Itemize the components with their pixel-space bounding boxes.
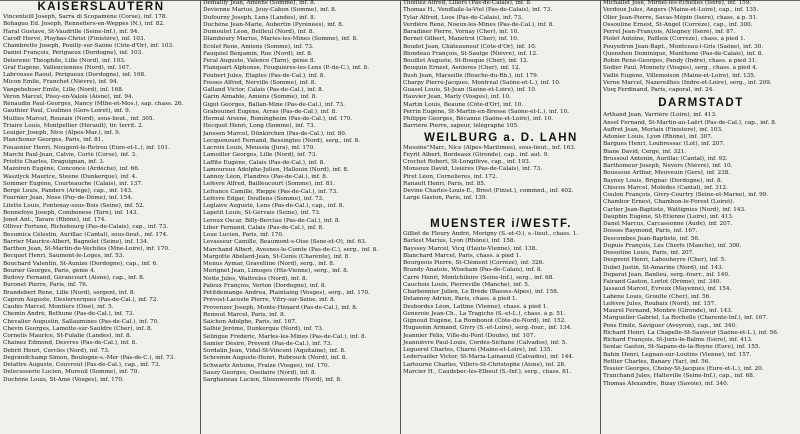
list-item: Fouasnier Henri, Nougent-le-Retrou (Eure-et-L.), inf. 101. — [3, 144, 170, 151]
list-item: Menus Aymar, Graveliine (Nord), serg., inf. 8. — [203, 261, 335, 267]
list-item: Maurel Fernand, Monbre (Gironde), inf. 143. — [603, 308, 733, 314]
list-item: Capron Auguste, Eleslerverques (Pas-de-Cal.), inf. 72. — [3, 296, 159, 303]
section-header-weilburg: WEILBURG a. D. LAHN — [424, 131, 578, 144]
list-item: Saichon Adolphe, Paris, inf. 167. — [203, 319, 297, 325]
list-item: Vioq Ferdinand, Paris, caporal, inf. 24. — [603, 87, 715, 93]
list-item: Haral Gustave, St-Vaudrille (Seine-Inf.), inf. 94. — [3, 28, 140, 35]
list-item: Barrière Pierre, sapeur, télégraphe 105. — [403, 123, 519, 130]
list-item: Messine"Marc, Nice (Alpes-Maritimes), sous-lieut., inf. 163. — [403, 144, 576, 151]
list-item: Priotto Charles, Draguignan, inf. 3. — [3, 159, 105, 165]
list-item: Blanchard Marcel, Paris, chass. à pied 1. — [403, 252, 522, 259]
list-item: Merignet Jean, Limoges (Hte-Vienne), serg., inf. 8. — [203, 268, 349, 275]
list-item: Charpy Pierre-Jacques, Montréal (Saône-et-L.), inf. 10. — [403, 79, 561, 86]
list-item: Buronet Pierre, Paris, inf. 76. — [3, 282, 88, 289]
list-item: Hermal Arsène, Romingheim (Pas-de-Cal.), inf. 170. — [203, 116, 353, 122]
list-item: Babin Henri, Legnan-sur-Loutins (Vienne), inf. 157. — [603, 351, 752, 358]
list-item: Sommer Eugène, Courteauche (Calais), inf. 137. — [3, 180, 143, 187]
list-item: Dubet Justin, St-Amarine (Nord), inf. 143. — [603, 264, 724, 271]
list-item: Boudot Jean, Châteauneuf (Côte-d'Or), inf. 10. — [403, 43, 537, 50]
list-item: Pouyedron Jean-Bapt., Montceau-l-Gris (Saône), inf. 30. — [603, 43, 764, 50]
list-item: Brussoul Antonin, Aurillac (Cantal), inf. 92. — [603, 155, 728, 162]
list-item: Fauquiel Benjamin, Roe (Nord), inf. 8. — [203, 50, 313, 57]
list-item: Bohaguo Ed. Joseph, Rennefiers-en-Weppes (N.), inf. 82. — [3, 21, 165, 28]
list-item: Chemin André, Bethune (Pas-de-Cal.), inf. 73. — [3, 311, 135, 318]
list-item: Samier Désiré, Prévent (Pas-de-Cal.), inf. 73. — [203, 340, 333, 347]
list-item: Dupuis François, Les Cherfs (Manche), inf. 300. — [603, 242, 742, 249]
list-item: Adonier Louis, Lyon (Rhône), inf. 307. — [603, 134, 713, 140]
list-item: Perrel Jean-François, Allegney (Isère), inf. 87. — [603, 29, 736, 35]
column-divider — [400, 0, 401, 434]
list-item: Thomas Alexandre, Bizay (Savoie), inf. 340. — [603, 380, 729, 387]
list-item: Ranault Henri, Paris, inf. 85. — [403, 180, 486, 187]
list-item: Lefrance Camille, Rieppe (Pas-de-Cal.), inf. 73. — [203, 188, 339, 195]
list-item: Cornelis Maurice, St-Fulalie (Landes), inf. 8. — [3, 333, 132, 339]
list-item: Sarghaneau Lucien, Steenwoorde (Nord), inf. 8. — [203, 377, 342, 383]
list-item: Lilette Louis, Fontenay-sous-Bois (Seine), inf. 52. — [3, 202, 145, 209]
list-item: Triaire Louis, Montpellier (Hérault), tir. territ. 2. — [3, 122, 144, 129]
list-item: Bernet Gilbert, Manétrol (Cher), inf. 10. — [403, 36, 519, 43]
list-item: Carlier Jean-Baptiste, Wattignies (Nord), inf. 143. — [603, 206, 746, 213]
list-item: Robin René-Georges, Pandy (Indre), chass. à pied 31. — [603, 58, 758, 64]
list-item: Delerenic Théophile, Lille (Nord), inf. 103. — [3, 57, 126, 64]
list-item: Devine Charles-Louis-E., Brest (Finist.), commnd., inf. 402. — [403, 188, 574, 194]
list-item: Danel Marcus, Carcassonne (Aude), inf. 207. — [603, 221, 733, 227]
list-item: Thomas H., Vendlaile-la-Viel (Pas-de-Calais), inf. 73. — [403, 7, 553, 14]
list-item: Dumoutet Léon, Beilleul (Nord), inf. 8. — [203, 29, 315, 35]
list-item — [403, 203, 599, 210]
list-item: Delattre Auguste, Couvrout (Pas-de-Cal.), cap., inf. 73. — [3, 362, 161, 368]
list-item: Ossouline Ernest, St-Angel (Corrèze), cap., inf. 300. — [603, 21, 753, 28]
list-item: Lamoureux Adolphe-Julien, Hallouin (Nord), inf. 8. — [203, 166, 349, 173]
list-item: Tylar Alfred, Loos (Pas-de-Calais), inf. 73. — [403, 14, 523, 21]
list-item: Biane David, Cerge, inf. 321. — [603, 148, 687, 155]
list-item: Degrandchamp Simon, Boulogne-s.-Mer (Pas-de-C.), inf. 73. — [3, 354, 176, 361]
list-item: Desbordes Léon, Lattine (Vienne), chass. à pied 1. — [403, 303, 549, 310]
column-2 — [203, 0, 399, 434]
list-item: Duchêne Jean-Marie, Aubertin (Pyrénées), inf. 8. — [203, 21, 344, 28]
list-item: Liber Fernand, Calais (Pas-de-Cal.), inf. 8. — [203, 224, 324, 231]
list-item: Mullies Marcel, Rouzaix (Nord), sous-lieut., inf. 305. — [3, 115, 155, 122]
list-item — [403, 210, 599, 217]
list-item: Lannoy Léon, Flandres (Pas-de-Cal.), inf. 8. — [203, 174, 328, 180]
list-item: Bush Jean, Marseille (Bouche-du-Rh.), inf. 179. — [403, 72, 539, 79]
list-item: Barrier Maurice-Albert, Bagnolet (Seine), inf. 134. — [3, 238, 149, 245]
column-1 — [3, 0, 199, 434]
list-item: Retlier Charles, Banary (Yar), inf. 56. — [603, 358, 711, 365]
list-item: Guasel Louis, St-Jean (Saône-et-Loire), inf. 10. — [403, 87, 537, 93]
list-item: Graf Eugène, Vallenciennes (Nord), inf. 167. — [3, 64, 131, 71]
list-item: Lartourne Charles, Villers-St-Christophe (Aisne), inf. 28. — [403, 361, 566, 368]
list-item: Monsoux David, Lisières (Pas-de-Calais), inf. 73. — [403, 166, 543, 173]
list-item: Large Gaston, Paris, inf. 139. — [403, 195, 488, 202]
list-item: Laffite Eugène, Calais (Pas-de-Cal.), inf. 8. — [203, 159, 326, 166]
list-item: Bonnefoye Joseph, Combonese (Tarn), inf. 143. — [3, 209, 139, 216]
list-item: Generoie Jean-Ch., La Tragiche (S.-et-L.), chass. à p. 51. — [403, 310, 566, 317]
list-item: Planchoner Georges, Paris, inf. 81. — [3, 137, 104, 144]
column-divider — [600, 0, 601, 434]
list-item: Jassaud Marcel, Evreux (Mayenne), inf. 154. — [603, 286, 732, 293]
section-header: KAISERSLAUTERN — [37, 1, 165, 13]
list-item: Grabouinet Eugène, Arras (Pas-de-Cal.), inf. 8. — [203, 108, 338, 115]
list-item: Selingue Frédéric, Marles-les-Mines (Pas-de-Cal.), inf. 8. — [203, 333, 367, 340]
list-item: Véron Marcel, Pissy-en-Valois (Aisne), inf. 94. — [3, 93, 134, 100]
list-item: Delannoy Adrien, Paris, chass. à pied 1. — [403, 296, 518, 303]
list-item: Jeannier Félix, Ville-du-Pont (Doubs), inf. 107. — [403, 332, 536, 339]
list-item: Prévost-Lacoste Pierre, Vitry-sur-Seine, inf. 8. — [203, 297, 336, 304]
list-item: Chevin Georges, Lamotte-sur-Sauldre (Cher), inf. 8. — [3, 325, 153, 332]
section-header-darmstadt: DARMSTADT — [658, 97, 744, 110]
list-item: Hecquet Henri, Long (Somme), inf. 73. — [203, 123, 316, 130]
list-item: Lapetit Louis, St-Gervais (Seine), inf. 73. — [203, 210, 321, 217]
list-item: Bourier Georges, Paris, génie 4. — [3, 267, 96, 274]
list-item: Richard François, St-Joris-le-Balme (Isère), inf. 413. — [603, 337, 753, 343]
list-item: Rénaudin Paul-Georges, Nancy (Mthe-et-Mos.), sap. chass. 26. — [3, 101, 184, 107]
list-item: Jeannièvre Paul-Louis, Cordès-Sichane (Calvados), inf. 5. — [403, 339, 567, 346]
column-4 — [603, 0, 799, 434]
list-item: Duchêne Louis, St-Amé (Vosges), inf. 170. — [3, 376, 124, 383]
list-item: Verdoux Jules, Angers (Maine-et-Loire), cap., inf. 135. — [603, 7, 759, 14]
list-item: Duparat Jean, Banlieu, serg.-fourr., inf. 140. — [603, 271, 730, 278]
list-item: Barthomeur Joseph, Nevers (Nièvre), inf. 10. — [603, 163, 733, 169]
list-item: Marguelier Gabriel, La Rochelle (Charente-Inf.), inf. 167. — [603, 315, 768, 322]
list-item: Pons Emile, Saviguer (Aveyron), cap., inf. 340. — [603, 322, 737, 329]
list-item: Lecquenouet Fernand, Bessingtes (Nord), serg., inf. 8. — [203, 137, 361, 144]
list-item: Barthen Jean, St-Martin-de-Vechiles (Mne-Loire), inf. 170. — [3, 246, 170, 252]
list-item: Waszlyck Maurice, Steene (Dunkerque), inf. 4. — [3, 173, 138, 180]
list-item: Piret Léon, Cornelieres, inf. 172. — [403, 173, 498, 180]
list-item: Galland Victor, Calais (Pas-de-Cal.), inf. 8. — [203, 87, 324, 93]
list-item: Gignoud Eugène, La Rombonot (Côte-du-Nord), inf. 152. — [403, 318, 567, 324]
list-item: Margotte Abélard-Jean, St-Cenis (Charente), inf. 8. — [203, 253, 350, 260]
list-item: Levasseur Camille, Beaumont-s-Oise (Ssne-et-O), inf. 63. — [203, 239, 367, 246]
list-item: Labène Louis, Groulte (Cher), inf. 56. — [603, 293, 712, 300]
list-item: Salhié Jérôme, Dunkerque (Nord), inf. 73. — [203, 326, 324, 333]
list-item: Jonot Ant., Tarare (Rhône), inf. 174. — [3, 217, 107, 223]
list-item: Philippe Georges, Bécanne (Saône-et-Loire), inf. 10. — [403, 116, 554, 122]
list-item: Bouquin Ernest, Asnières (Cher), inf. 12. — [403, 65, 521, 72]
list-item: Devienne Marius, Jouy-Cabon (Somme), inf. 8. — [203, 7, 337, 14]
list-item: Desprent Henri, Labouheyre (Cher), inf. 5. — [603, 257, 727, 264]
list-item: Chevalier Augustin, Sallaumines (Pas-de-Cal.), inf. 70. — [3, 318, 160, 325]
list-item: Loue Lucien, Paris, inf. 170. — [203, 232, 284, 238]
list-item: Budovy Fernand, Gérancourt (Aisne), cap., inf. 8. — [3, 275, 145, 281]
column-3 — [403, 0, 599, 434]
list-item: Lamoiller Georges, Lille (Nord), inf. 73. — [203, 152, 318, 159]
list-item: Coulon François, Givry-Courtry (Seine-et-Marne), inf. 99. — [603, 192, 769, 198]
list-item: Delecusserie Lucien, Mureuil (Somme), inf. 70. — [3, 369, 140, 376]
list-item: Caroff Hervé, Ploybas-Christ (Finistère), inf. 103. — [3, 35, 146, 42]
list-item: Boussoue Arthur, Meuveuin (Gers), inf. 238. — [603, 170, 731, 177]
list-item: Richard Henri, La Chapelle-St-Sauveur (Saône-et-L.), inf. 56. — [603, 329, 779, 336]
list-item: Petitdemange Andrea, Plaintaing (Vosges), serg., inf. 170. — [203, 290, 370, 296]
list-item: Blondeau François, St-Saulge (Nièvre), inf. 12. — [403, 50, 538, 57]
list-item: Quenehen Dominique, Manthone (Pas-de-Calais), inf. 8. — [603, 50, 764, 57]
list-item: Daniel François, Périgueux (Dordogne), inf. 103. — [3, 50, 144, 57]
list-item: Bouchard Valentin, St-Aunize (Dordogne), cap., inf. 6. — [3, 260, 158, 267]
list-item: Schremm Auguste-Henri, Rubrouck (Nord), inf. 8. — [203, 355, 348, 362]
list-item: Bergé Louis, Panders (Ariège), cap., inf. 143. — [3, 188, 133, 194]
list-item: Janssen Marcel, Dünkirchen (Pas-de-Cal.), inf. 80. — [203, 130, 347, 137]
list-item: Chiscos Marcel, Molédes (Cantal), inf. 312. — [603, 184, 728, 191]
list-item: Marcier H., Caudebec-lès-Elbeuf (S.-Inf.), serg., chass. 81. — [403, 368, 572, 375]
list-item: Dosses Raymond, Paris, inf. 167. — [603, 228, 698, 235]
list-item: Charbonnier Julien, Le Brède (Basses-Alpes), inf. 158. — [403, 289, 559, 295]
list-item: Martin Louis, Beaune (Côte-d'Or), inf. 10. — [403, 101, 524, 108]
list-item: Bourgeois Pierre, St-Clément (Corrèze), inf. 326. — [403, 260, 545, 266]
section-header-muenster: MUENSTER i/WESTF. — [430, 218, 572, 230]
list-item: Sauzy Georges, Oseilaire (Nord), inf. 8. — [203, 369, 317, 376]
list-item: Micon Emile, Franchet (Nièvre), inf. 94. — [3, 79, 119, 86]
list-item: Bargues Henri, Loubressac (Lot), inf. 207. — [603, 141, 725, 148]
list-item: Fosses Alfred, Nerville (Somme), inf. 8. — [203, 79, 317, 86]
list-item: Ledervaiiler Victor, St-Maria-Lainaeuil (Calvados), inf. 144. — [403, 354, 574, 361]
list-item: Garin Aimable, Amiens (Somme), inf. 8. — [203, 94, 318, 101]
list-item: Notte Jules, Wattrelos (Nord), inf. 8. — [203, 275, 308, 282]
list-item: Tessier Georges, Choisy-St-Jacques (Eure-et-L.), inf. 20. — [603, 366, 764, 372]
list-item: Vaillé Eugène, Villemoison (Maine-et-Loire), inf. 135. — [603, 72, 756, 79]
list-item: Marchi Paul-Jean, Calvie, Corté (Corse), inf. 3. — [3, 151, 137, 158]
list-item: Labrousse Raoul, Périgueux (Dordogne), inf. 108. — [3, 72, 146, 78]
list-item: Verdière René, Noeux-les-Mines (Pas-de-Cal.), inf. 8. — [403, 21, 555, 28]
list-item: Olliver Fortuné, Richebourg (Pas-de-Calais), cap., inf. 73. — [3, 224, 168, 231]
list-item: Cauchois Louis, Pierreville (Manche), inf. 5. — [403, 281, 530, 288]
list-item: Leguerel Charles, Charni (Maine-et-Loire), inf. 135. — [403, 347, 553, 353]
list-item: Thoillez Alfred, Lillers (Pas-de-Calais), inf. 8. — [403, 0, 532, 6]
list-item: Chambrette Joseph, Pouilly-sur-Saône (Côte-d'Or), inf. 103. — [3, 43, 174, 49]
list-item: Leroux Oscar, Billy-Berclau (Pas-de-Cal.), inf. 8. — [203, 217, 341, 224]
list-item: Tranchand Jules, Halteville (Seine-Inf.), cap., inf. 68. — [603, 373, 755, 380]
list-item: Bayssey Marcel, Vicq (Haute-Vienne), inf. 138. — [403, 245, 538, 252]
list-item: Remout Marcel, Paris, inf. 8. — [203, 311, 286, 318]
list-item: Chambor Ernest, Chambon-le-Forest (Loiret). — [603, 199, 735, 206]
list-item: Foubert Jules, Étaples (Pas-de-Cal.), inf. 8. — [203, 72, 326, 79]
list-item: Senlac Gaston, St-Sapans-de-la-Royne (Eure), inf. 155. — [603, 344, 761, 351]
list-item: Barlest Marius, Lyon (Rhône), inf. 158. — [403, 238, 516, 245]
list-item: Dauphin Eugène, St-Etienne (Loire), inf. 413. — [603, 213, 734, 220]
list-item: Arthand Jean, Varrière (Loire), inf. 413. — [603, 112, 717, 119]
list-item: Gilliet de Fleury André, Morigny (S.-et-O.), s.-lieut., chass. 1. — [403, 231, 579, 237]
list-item: Dossotine Louis, Paris, inf. 207. — [603, 250, 695, 256]
list-item: Fairand Gaston, Lorlot (Drôme), inf. 340. — [603, 279, 722, 285]
list-item: Hauvier Jean, Marly (Vosges), inf. 10. — [403, 94, 511, 101]
list-item: Olier Jean-Pierre, Savas-Mépin (Isère), chass. à p. 51. — [603, 14, 758, 21]
list-item: Brandy Anatole, Wiseham (Pas-de-Calais), inf. 8. — [403, 267, 543, 274]
list-item: Vangeheboer Emile, Lille (Nord), inf. 168. — [3, 86, 124, 93]
list-item: Ansel Fernand, St-Martin-au-Laërt (Pas-de-Cal.), cap., inf. 8. — [603, 119, 777, 126]
list-item: Feral Auguste, Valence (Tarn), génie 8. — [203, 58, 316, 64]
list-item: Sordalin Jean, Vidal-St-Vincent (Aquitaine), inf. 8. — [203, 348, 346, 354]
list-item: Vincenteill Joseph, Sarra di Scopamène (Corse), inf. 178. — [3, 14, 168, 20]
list-item: Leglaive Auguste, Lens (Pas-de-Cal.), cap., inf. 8. — [203, 203, 345, 209]
list-item: Schwartz Antoine, Fraize (Vosges), inf. 170. — [203, 362, 330, 369]
list-item: Becquet Henri, Saumont-le-Loges, inf. 53. — [3, 253, 125, 260]
list-item: Provenzer Joseph, Monte-Hénard (Pas-de-Cal.), inf. 8. — [203, 304, 358, 311]
list-item: Fournier Jean, Nose (Puy-de-Dôme), inf. 154. — [3, 195, 133, 202]
list-item: Leuiger Joseph, Nice (Alpes-Mar.), inf. 9. — [3, 130, 121, 136]
list-item: Gigot Georges, Ballan-Mine (Pas-de-Cal.), inf. 73. — [203, 101, 345, 108]
list-item: Bouillet Auguste, St-Bouque (Cher), inf. 12. — [403, 58, 529, 64]
list-item: Michallet José, Mirbel-lès-Echelles (Isère), inf. 159. — [603, 0, 752, 6]
column-divider — [200, 0, 201, 434]
list-item: Flanquart Alphonse, Fouquières-les-Lens (P.-de-C.), inf. 8. — [203, 65, 370, 72]
list-item: Piolet Antoine, Pailleix (Corrèze), chass. à pied 1. — [603, 36, 746, 43]
list-item: Ecolef René, Amiens (Somme), inf. 73. — [203, 43, 314, 50]
list-item: Lefèvre Jules, Roubaix (Nord), inf. 157. — [603, 300, 717, 307]
list-item: Auffret Jean, Morlaix (Finistère), inf. 103. — [603, 126, 723, 133]
list-item: Verne Marcel, Nazereilhes (Indre-et-Loire), serg., inf. 209. — [603, 79, 772, 86]
list-item: Lacroix Louis, Meussia (Jura), inf. 170. — [203, 145, 316, 151]
list-item: Feyrit Albert, Bordeaux (Gironde), cap., inf. aut. 9. — [403, 151, 550, 158]
list-item: Debrit Henri, Cercles (Nord), inf. 73. — [3, 347, 110, 354]
list-item: Chainez Edmond, Desvres (Pas-de-Cal.), inf. 8. — [3, 340, 138, 347]
list-item: Demailly Jean, Amiens (Somme), inf. 8. — [203, 0, 316, 6]
list-item: Paleux François, Verton (Dordogne), inf. 8. — [203, 282, 327, 289]
list-item: Carré Henri, Montchiloire (Seine-Inf.), serg., inf. 68. — [403, 274, 555, 281]
list-item: Sodier Paul, Monnety (Vosges), serg., chass. à pied 4. — [603, 65, 758, 72]
list-item: Huguenin Armand, Givry (S.-et-Loire), serg.-four., inf. 134. — [403, 325, 572, 332]
list-item: Marchand Albert, Avesnes-le-Comte (Pas-de-C.), serg., inf. 8. — [203, 246, 379, 253]
list-item: Descombes Jean-Baptiste, inf. 56. — [603, 235, 700, 242]
list-item: Dufourny Joseph, Lens (Landes), inf. 8. — [203, 14, 316, 21]
list-item: Bayney Louis, Brignac (Dordogne), inf. 8. — [603, 177, 723, 184]
list-item: Mazoiren Eugène, Conconce (Ardèche), inf. 66. — [3, 166, 140, 173]
list-item: Brandebert René, Lille (Nord), sergent, inf. 8. — [3, 289, 136, 296]
list-item: Baradiner Pierre, Vornay (Cher), inf. 10. — [403, 29, 520, 35]
list-item: Caubis Marcel, Montiers (Oise), inf. 5. — [3, 304, 114, 310]
list-item: Crochet Robert, St-Longifève, cap., inf. 193. — [403, 159, 531, 165]
list-item: Besumica Célestin, Aurillac (Cantal), sous-lieut., inf. 174. — [3, 231, 169, 238]
list-item: Lefèvre Alfred, Bailleucourt (Somme), inf. 81. — [203, 181, 335, 188]
list-item: Lefèvre Edgar, Doullens (Somme), inf. 73. — [203, 195, 324, 202]
list-item: Gauthier Paul, Coulinos (Gers-Loiret), inf. 9. — [3, 108, 131, 115]
list-item: Dlamboury Marius, Maries-les-Mines (Somme), inf. 8. — [203, 36, 358, 43]
list-item: Perrin Eugène, St-Martin-en-Bresse (Saône-et-L.), inf. 10. — [403, 108, 570, 115]
